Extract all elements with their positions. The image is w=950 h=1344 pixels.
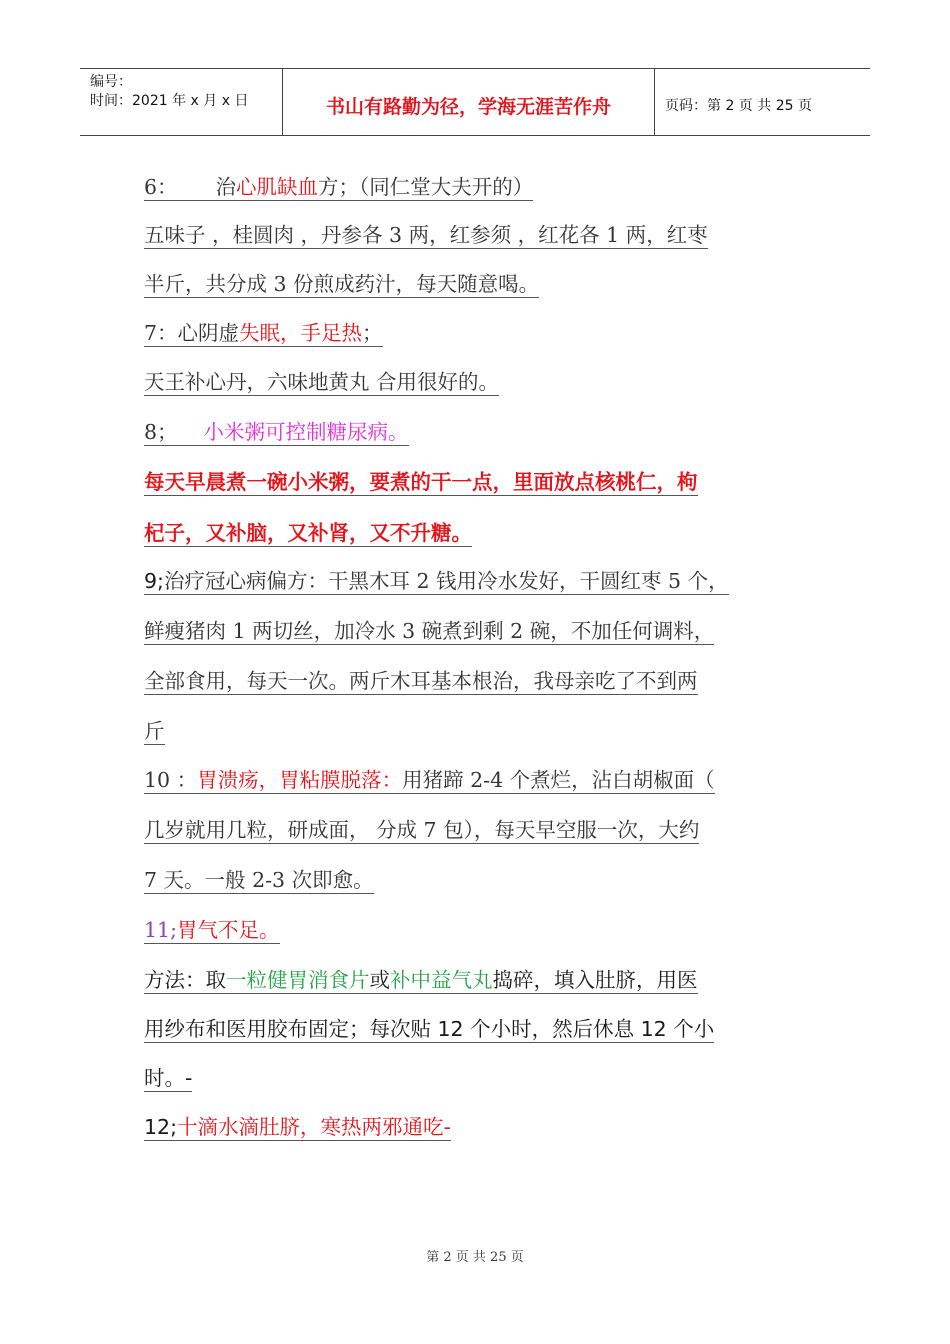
item-10-line-3: 7 天。一般 2-3 次即愈。	[144, 868, 374, 892]
header-motto: 书山有路勤为径，学海无涯苦作舟	[283, 69, 655, 135]
item-7-title: 7：心阴虚失眠，手足热；	[144, 321, 383, 345]
header-table	[80, 68, 870, 136]
item-8-body-1: 每天早晨煮一碗小米粥，要煮的干一点，里面放点核桃仁，枸	[144, 470, 698, 494]
item-8-body-2: 杞子，又补脑，又补肾，又不升糖。	[144, 521, 472, 545]
item-6-body-2: 半斤，共分成 3 份煎成药汁，每天随意喝。	[144, 272, 540, 296]
item-11-line-2: 用纱布和医用胶布固定；每次贴 12 个小时，然后休息 12 个小	[144, 1017, 715, 1041]
item-9-line-1: 9;治疗冠心病偏方：干黑木耳 2 钱用冷水发好，干圆红枣 5 个，	[144, 569, 729, 593]
item-9-line-2: 鲜瘦猪肉 1 两切丝，加冷水 3 碗煮到剩 2 碗，不加任何调料，	[144, 619, 715, 643]
item-11-line-3: 时。-	[144, 1066, 193, 1090]
item-10-line-2: 几岁就用几粒，研成面， 分成 7 包），每天早空服一次，大约	[144, 818, 700, 842]
item-9-line-3: 全部食用，每天一次。两斤木耳基本根治，我母亲吃了不到两	[144, 669, 698, 693]
time-label: 时间：2021 年 x 月 x 日	[90, 93, 249, 109]
header-info	[80, 69, 283, 135]
item-8-title: 8； 小米粥可控制糖尿病。	[144, 420, 409, 444]
item-11-line-1: 方法：取一粒健胃消食片或补中益气丸捣碎，填入肚脐，用医	[144, 968, 698, 992]
header-page-label: 页码：第 2 页 共 25 页	[665, 98, 812, 114]
item-9-line-4: 斤	[144, 719, 165, 743]
item-6-title: 6： 治心肌缺血方；（同仁堂大夫开的）	[144, 175, 534, 199]
item-12-title: 12;十滴水滴肚脐，寒热两邪通吃-	[144, 1115, 451, 1139]
item-7-body: 天王补心丹，六味地黄丸 合用很好的。	[144, 370, 500, 394]
item-11-title: 11;胃气不足。	[144, 918, 280, 942]
item-6-body-1: 五味子 ，桂圆肉 ，丹参各 3 两，红参须 ，红花各 1 两，红枣	[144, 223, 708, 247]
page-footer: 第 2 页 共 25 页	[426, 1250, 524, 1265]
number-label: 编号：	[90, 74, 132, 90]
item-10-line-1: 10 ：胃溃疡，胃粘膜脱落：用猪蹄 2-4 个煮烂，沾白胡椒面（	[144, 768, 715, 792]
